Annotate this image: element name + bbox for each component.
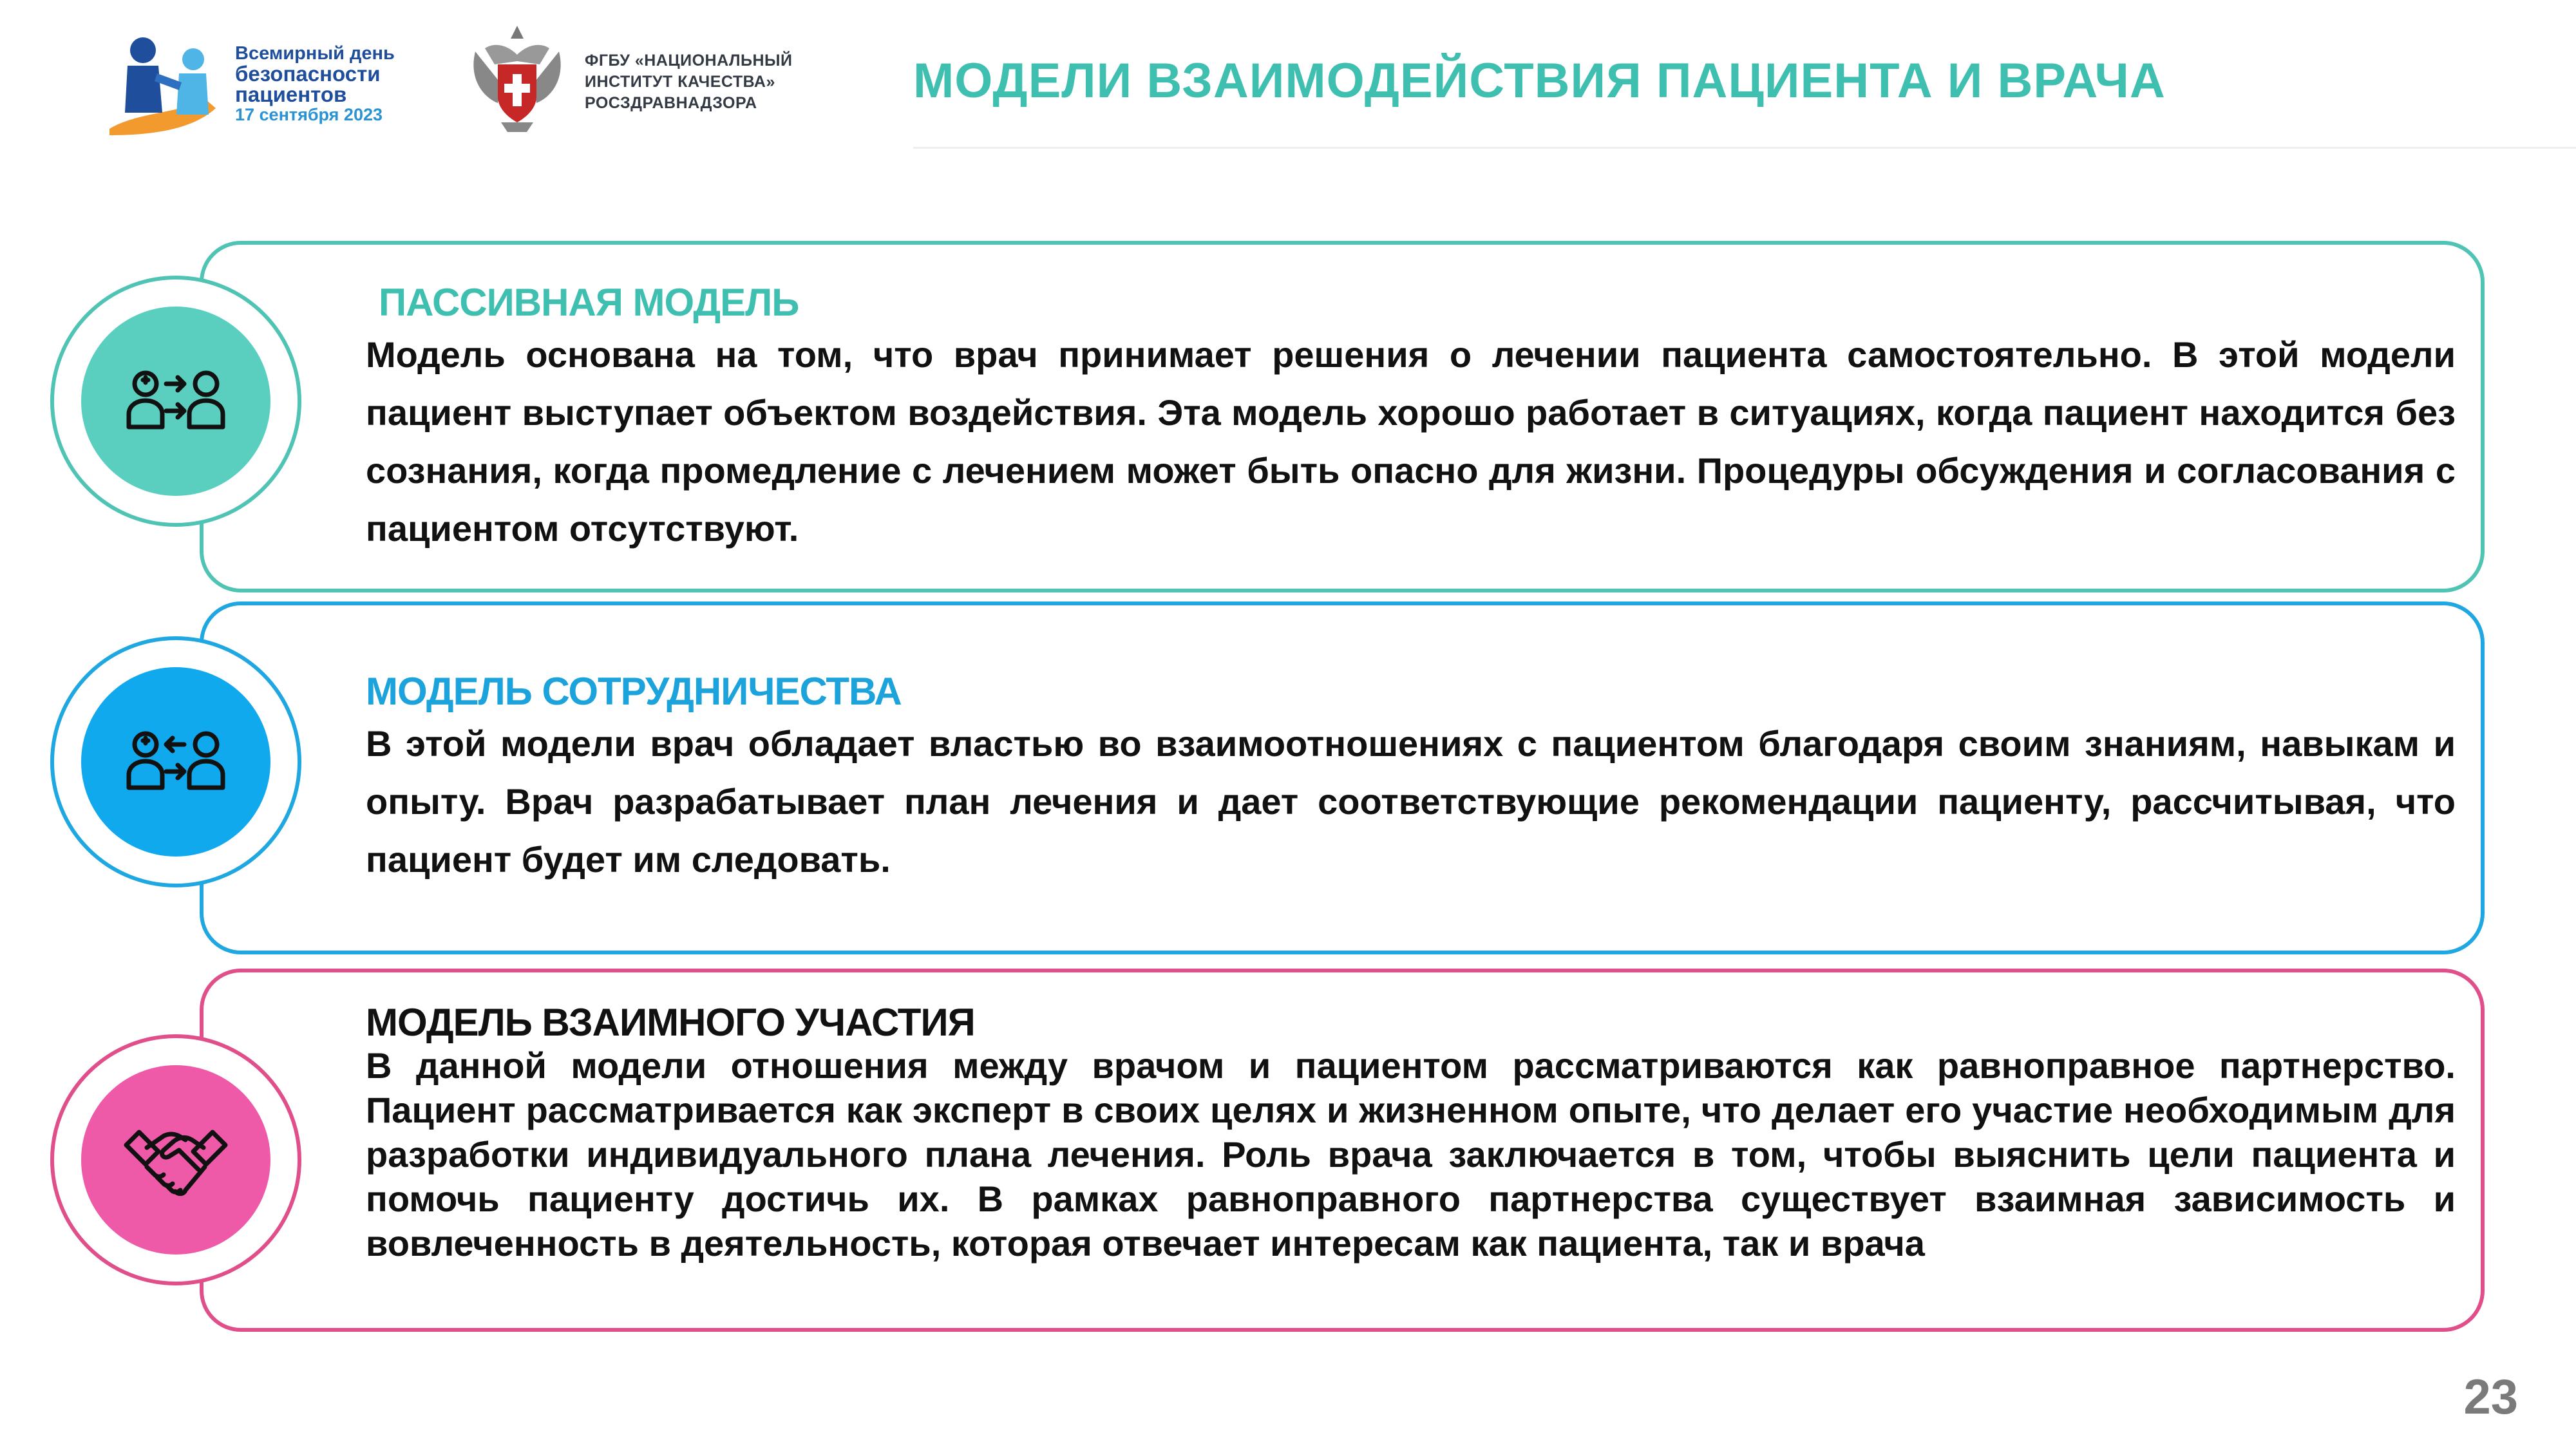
page-title: МОДЕЛИ ВЗАИМОДЕЙСТВИЯ ПАЦИЕНТА И ВРАЧА (913, 53, 2166, 108)
people-helping-icon (103, 32, 232, 142)
doctor-to-patient-icon (121, 346, 231, 456)
icon-disc-passive-model (81, 307, 270, 496)
page-number: 23 (2463, 1370, 2518, 1425)
passive-model-description: Модель основана на том, что врач принимает решения о лечении пациента самостоятельно. В этой модели пациент выступает объектом воздействия. Эта модель хорошо работает в ситуациях, когда пациент находится без сознания, когда промедление с лечением может быть опасно для жизни. Процедуры обсуждения и согласования с пациентом отсутствуют. (366, 334, 2456, 549)
handshake-icon (121, 1105, 231, 1215)
cooperation-model-description: В этой модели врач обладает властью во взаимоотношениях с пациентом благодаря своим знаниям, навыкам и опыту. Врач разрабатывает план лечения и дает соответствующие рекомендации пациенту, рассчитывая, что пациент будет им следовать. (366, 723, 2456, 880)
cooperation-model-text (366, 671, 2456, 889)
icon-disc-mutual-participation-model (81, 1065, 270, 1255)
icon-disc-cooperation-model (81, 667, 270, 857)
mutual-participation-model-description: В данной модели отношения между врачом и пациентом рассматриваются как равноправное партнерство. Пациент рассматривается как эксперт в своих целях и жизненном опыте, что делает его участие необходимым для разработки индивидуального плана лечения. Роль врача заключается в том, чтобы выяснить цели пациента и помочь пациенту достичь их. В рамках равноправного партнерства существует взаимная зависимость и вовлеченность в деятельность, которая отвечает интересам как пациента, так и врача (366, 1045, 2456, 1264)
passive-model-heading: ПАССИВНАЯ МОДЕЛЬ (379, 281, 799, 324)
cooperation-model-heading: МОДЕЛЬ СОТРУДНИЧЕСТВА (366, 670, 902, 713)
mutual-participation-model-heading: МОДЕЛЬ ВЗАИМНОГО УЧАСТИЯ (366, 1001, 975, 1044)
institute-caption: ФГБУ «НАЦИОНАЛЬНЫЙ ИНСТИТУТ КАЧЕСТВА» РОСЗДРАВНАДЗОРА (585, 52, 793, 112)
national-quality-institute-logo (462, 19, 823, 142)
mutual-participation-model-text (366, 1002, 2456, 1265)
icon-ring-mutual-participation-model (50, 1034, 301, 1285)
patient-safety-day-caption: Всемирный день безопасности пациентов 17 сентября 2023 (235, 43, 395, 124)
icon-ring-cooperation-model (50, 636, 301, 887)
coat-of-arms-emblem-icon (462, 19, 572, 135)
title-divider (913, 147, 2576, 149)
icon-ring-passive-model (50, 276, 301, 527)
passive-model-text (366, 282, 2456, 558)
doctor-patient-exchange-icon (121, 707, 231, 817)
patient-safety-day-logo (103, 32, 438, 142)
